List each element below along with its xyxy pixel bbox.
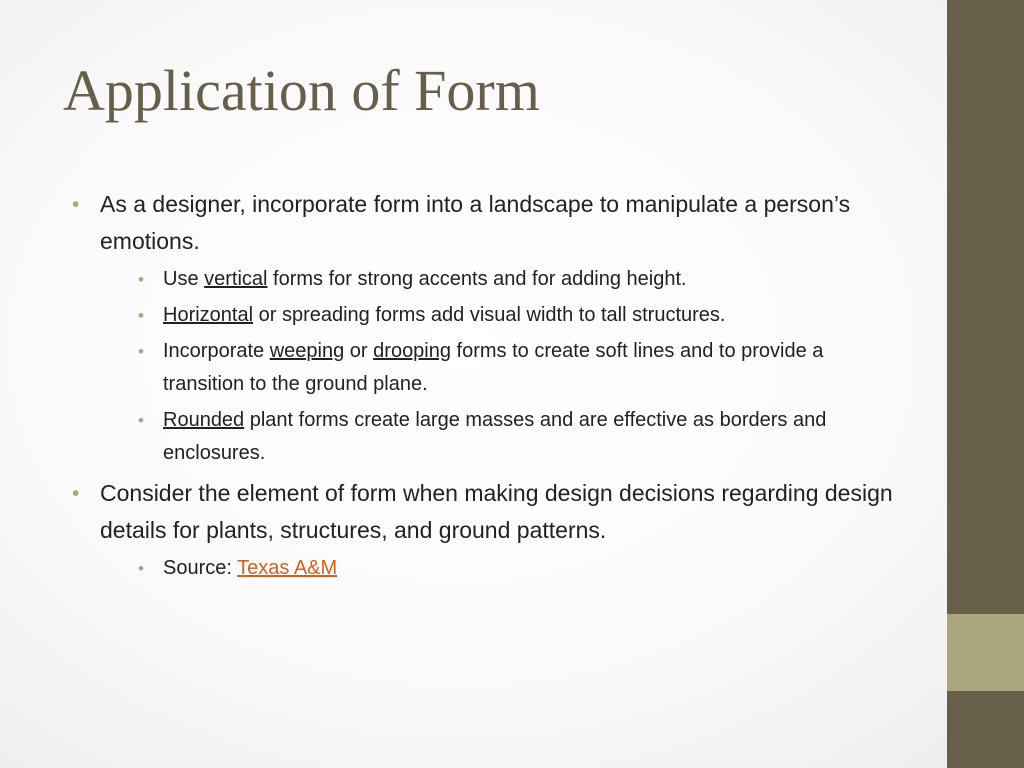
text: plant forms create large masses and are effective as borders and enclosures. (163, 409, 827, 464)
sub-bullet-list (100, 552, 910, 585)
sub-bullet-source (100, 552, 910, 585)
term-drooping: drooping (373, 340, 451, 362)
slide-body (70, 186, 910, 587)
source-label: Source: (163, 557, 238, 579)
bullet-designer-form (70, 186, 910, 470)
term-vertical: vertical (204, 268, 268, 290)
text: forms for strong accents and for adding height. (267, 268, 687, 290)
source-link[interactable]: Texas A&M (237, 557, 338, 579)
side-band-accent (947, 614, 1024, 691)
sub-bullet-rounded (100, 404, 910, 470)
text: or (344, 340, 374, 362)
term-rounded: Rounded (163, 409, 245, 431)
slide-title: Application of Form (63, 58, 540, 123)
text: forms to create soft lines and to provide a transition to the ground plane. (163, 340, 824, 395)
bullet-consider-form (70, 475, 910, 585)
sub-bullet-list (100, 263, 910, 470)
term-weeping: weeping (269, 340, 345, 362)
text: or spreading forms add visual width to tall structures. (253, 304, 726, 326)
sub-bullet-horizontal (100, 299, 910, 332)
sub-bullet-weeping (100, 335, 910, 401)
bullet-list (70, 186, 910, 585)
text: Incorporate (163, 340, 270, 362)
bullet-text: As a designer, incorporate form into a landscape to manipulate a person’s emotions. (100, 191, 851, 254)
sub-bullet-vertical (100, 263, 910, 296)
term-horizontal: Horizontal (163, 304, 254, 326)
bullet-text: Consider the element of form when making design decisions regarding design details for plants, structures, and ground patterns. (100, 480, 893, 543)
text: Use (163, 268, 205, 290)
